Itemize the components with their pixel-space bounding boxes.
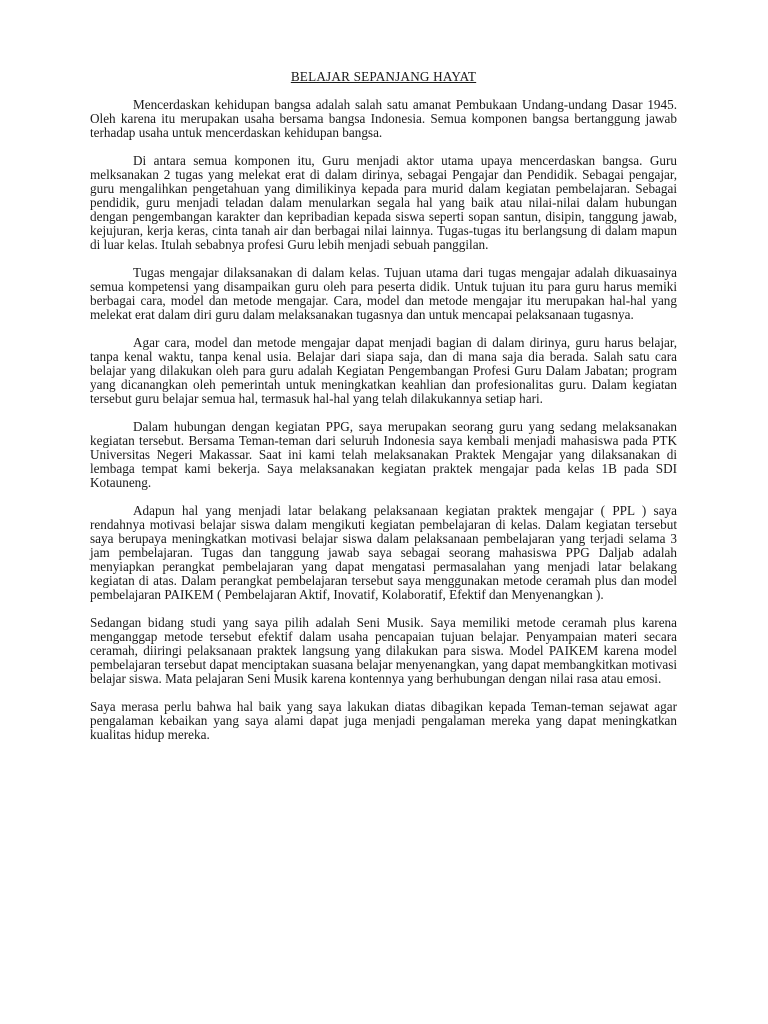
- paragraph-7: Sedangan bidang studi yang saya pilih adalah Seni Musik. Saya memiliki metode ceramah plus karena menganggap metode tersebut efektif dalam usaha pencapaian tujuan belajar. Penyampaian materi secara ceramah, diiringi pelaksanaan praktek langsung yang dilakukan para siswa. Model PAIKEM karena model pembelajaran tersebut dapat menciptakan suasana belajar menyenangkan, yang dapat membangkitkan motivasi belajar siswa. Mata pelajaran Seni Musik karena kontennya yang berhubungan dengan nilai rasa atau emosi.: [90, 615, 677, 686]
- paragraph-8: Saya merasa perlu bahwa hal baik yang saya lakukan diatas dibagikan kepada Teman-teman sejawat agar pengalaman kebaikan yang saya alami dapat juga menjadi pengalaman mereka yang dapat meningkatkan kualitas hidup mereka.: [90, 699, 677, 742]
- paragraph-5: Dalam hubungan dengan kegiatan PPG, saya merupakan seorang guru yang sedang melaksanakan kegiatan tersebut. Bersama Teman-teman dari seluruh Indonesia saya kembali menjadi mahasiswa pada PTK Universitas Negeri Makassar. Saat ini kami telah melaksanakan Praktek Mengajar yang dilaksanakan di lembaga tempat kami bekerja. Saya melaksanakan kegiatan praktek mengajar pada kelas 1B pada SDI Kotauneng.: [90, 419, 677, 490]
- paragraph-6: Adapun hal yang menjadi latar belakang pelaksanaan kegiatan praktek mengajar ( PPL ) saya rendahnya motivasi belajar siswa dalam mengikuti kegiatan pembelajaran di kelas. Dalam kegiatan tersebut saya berupaya meningkatkan motivasi belajar siswa dalam pelaksanaan pembelajaran yang terjadi selama 3 jam pembelajaran. Tugas dan tanggung jawab saya sebagai seorang mahasiswa PPG Daljab adalah menyiapkan perangkat pembelajaran yang dapat mengatasi permasalahan yang menjadi latar belakang kegiatan di atas. Dalam perangkat pembelajaran tersebut saya menggunakan metode ceramah plus dan model pembelajaran PAIKEM ( Pembelajaran Aktif, Inovatif, Kolaboratif, Efektif dan Menyenangkan ).: [90, 503, 677, 602]
- paragraph-2: Di antara semua komponen itu, Guru menjadi aktor utama upaya mencerdaskan bangsa. Guru melksanakan 2 tugas yang melekat erat di dalam dirinya, sebagai Pengajar dan Pendidik. Sebagai pengajar, guru mengalihkan pengetahuan yang dimilikinya kepada para murid dalam kegiatan pembelajaran. Sebagai pendidik, guru menjadi teladan dalam menularkan segala hal yang baik atau nilai-nilai dalam hubungan dengan pengembangan karakter dan kepribadian kepada siswa seperti sopan santun, disipin, tanggung jawab, kejujuran, kerja keras, cinta tanah air dan berbagai nilai lainnya. Tugas-tugas itu berlangsung di dalam mapun di luar kelas. Itulah sebabnya profesi Guru lebih menjadi sebuah panggilan.: [90, 153, 677, 252]
- paragraph-1: Mencerdaskan kehidupan bangsa adalah salah satu amanat Pembukaan Undang-undang Dasar 1945. Oleh karena itu merupakan usaha bersama bangsa Indonesia. Semua komponen bangsa bertanggung jawab terhadap usaha untuk mencerdaskan kehidupan bangsa.: [90, 97, 677, 140]
- document-title: BELAJAR SEPANJANG HAYAT: [290, 69, 477, 84]
- document-page: [90, 70, 677, 756]
- paragraph-4: Agar cara, model dan metode mengajar dapat menjadi bagian di dalam dirinya, guru harus belajar, tanpa kenal waktu, tanpa kenal usia. Belajar dari siapa saja, dan di mana saja dia berada. Salah satu cara belajar yang dilakukan oleh para guru adalah Kegiatan Pengembangan Profesi Guru Dalam Jabatan; program yang dicanangkan oleh pemerintah untuk meningkatkan keahlian dan profesionalitas guru. Dalam kegiatan tersebut guru belajar semua hal, termasuk hal-hal yang telah dilakukannya setiap hari.: [90, 335, 677, 406]
- paragraph-3: Tugas mengajar dilaksanakan di dalam kelas. Tujuan utama dari tugas mengajar adalah dikuasainya semua kompetensi yang disampaikan guru oleh para peserta didik. Untuk tujuan itu para guru harus memiki berbagai cara, model dan metode mengajar. Cara, model dan metode mengajar itu merupakan hal-hal yang melekat erat dalam diri guru dalam melaksanakan tugasnya dan untuk mencapai pelaksanaan tugasnya.: [90, 265, 677, 322]
